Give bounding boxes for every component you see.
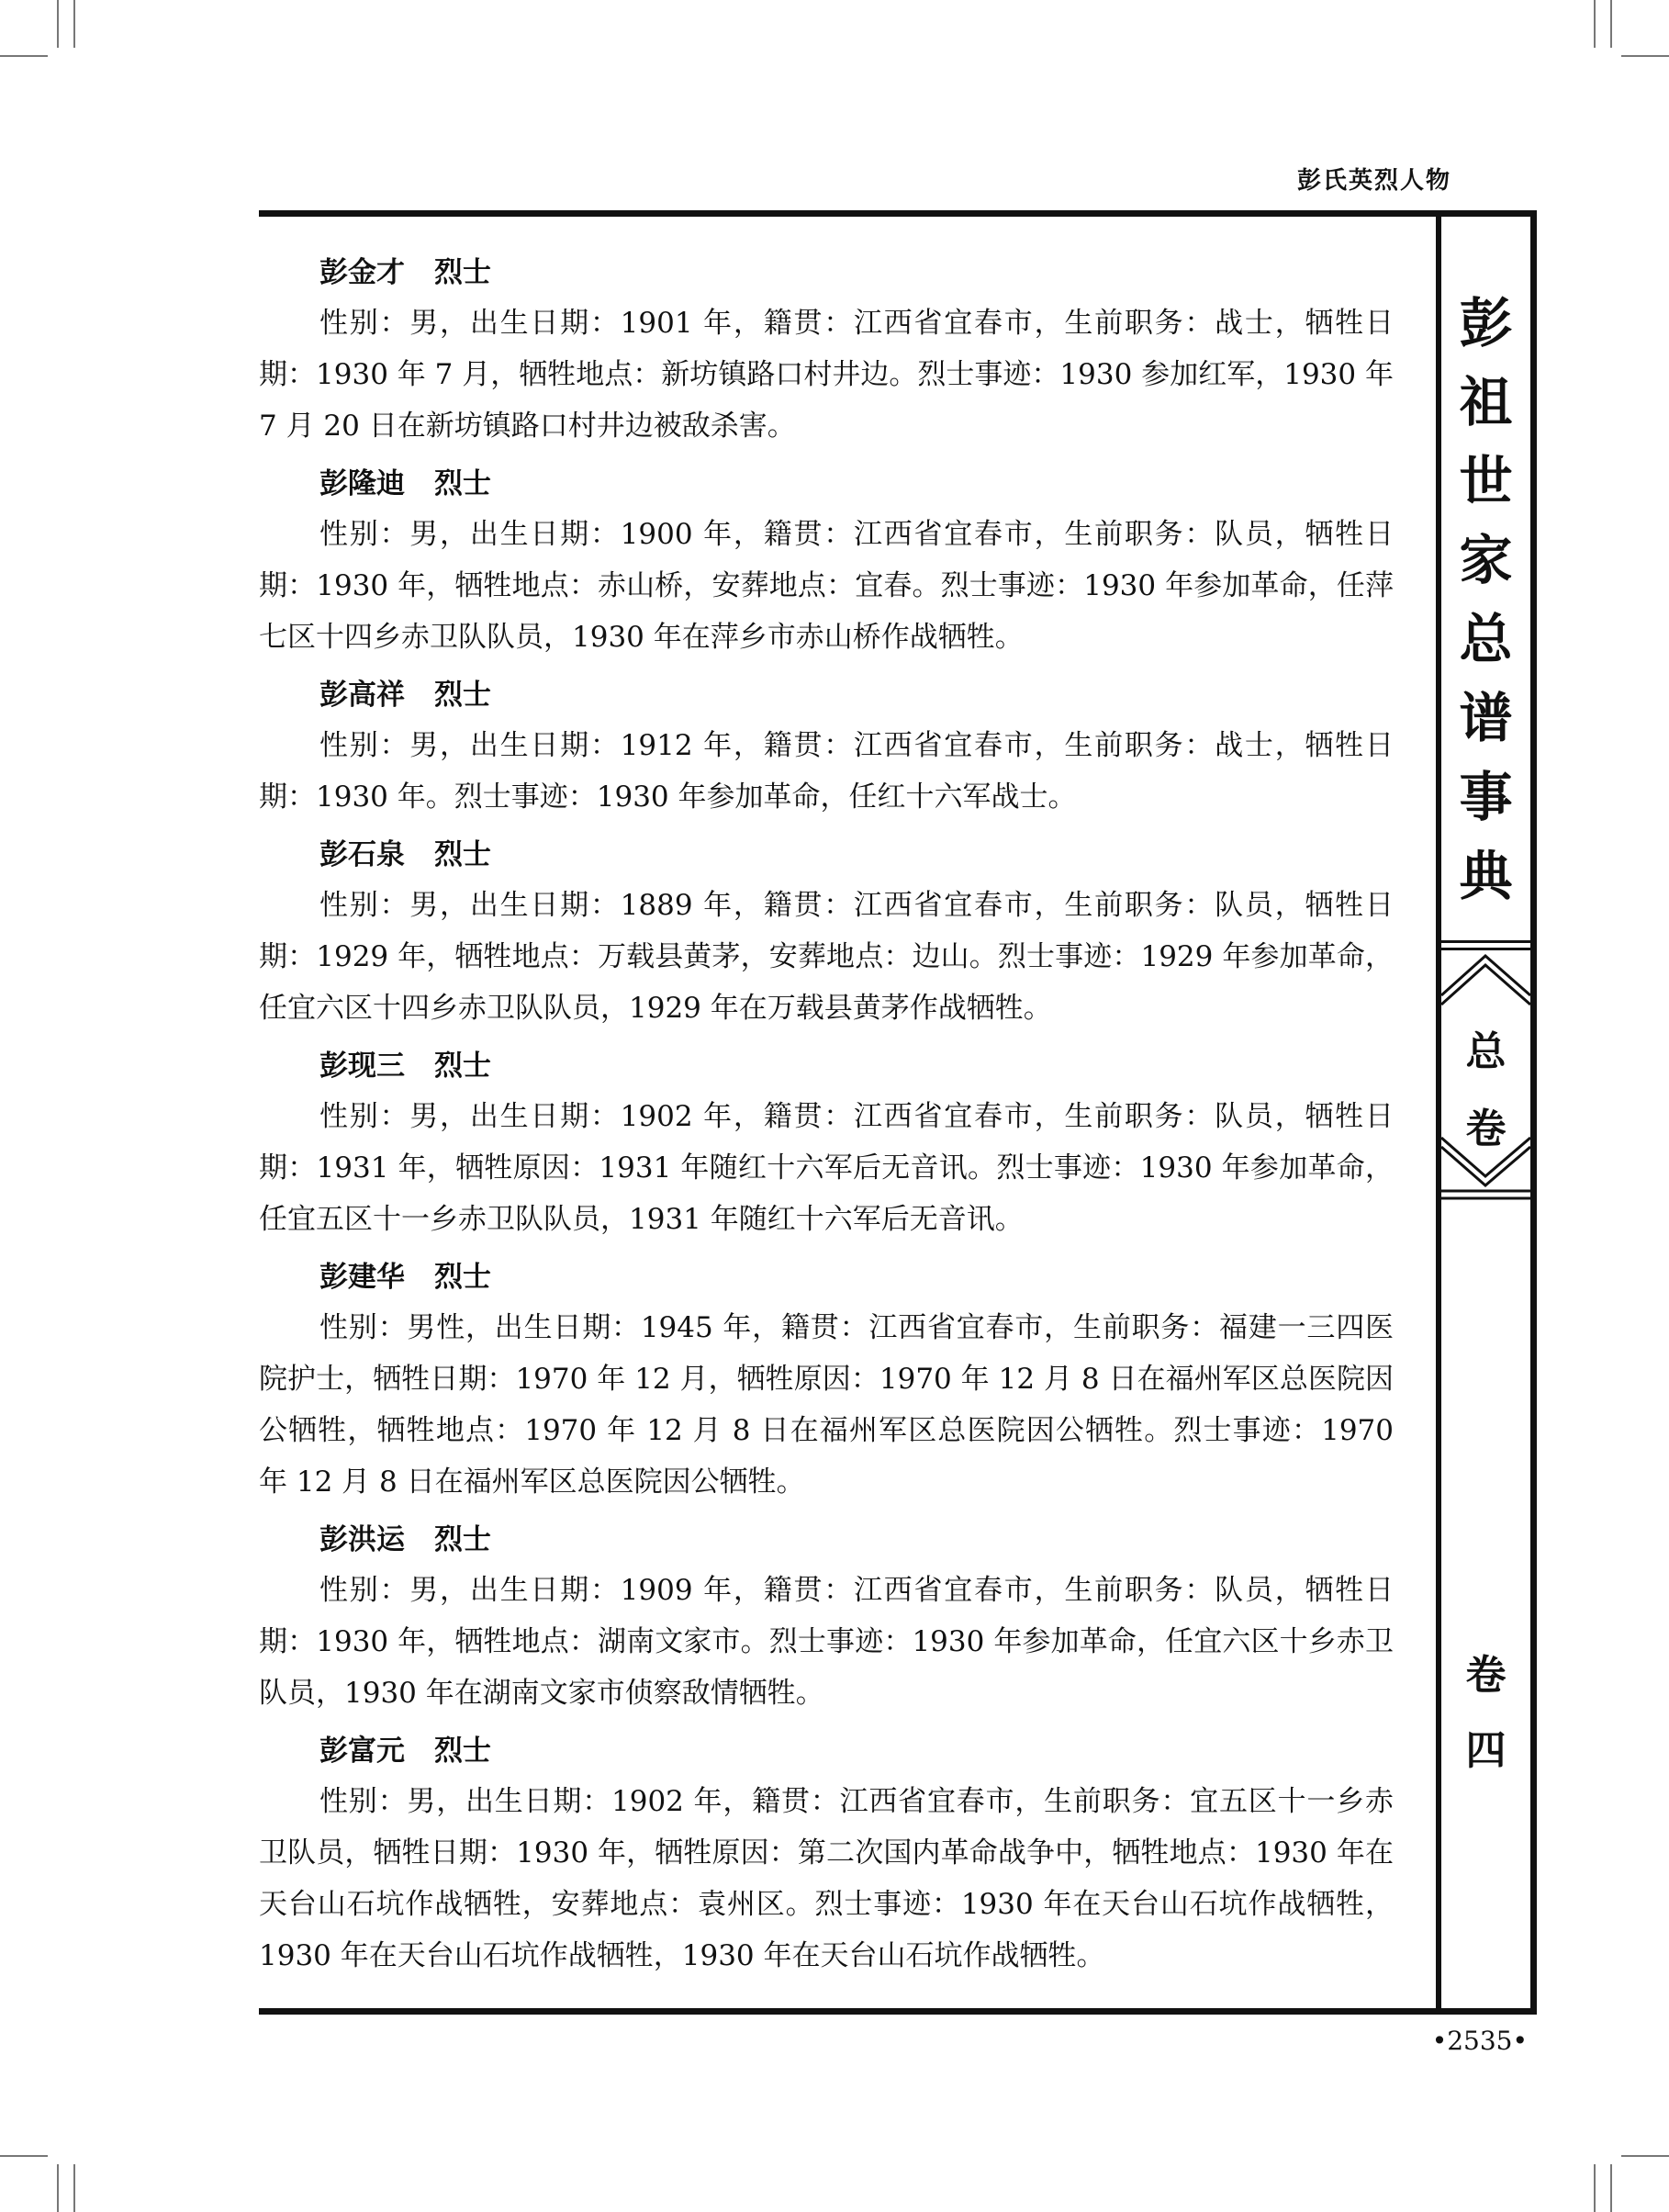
entry-text: 性别：男，出生日期：1909 年，籍贯：江西省宜春市，生前职务：队员，牺牲日期：1930 年，牺牲地点：湖南文家市。烈士事迹：1930 年参加革命，任宜六区十乡赤卫队员，1930 年在湖南文家市侦察敌情牺牲。 (259, 1574, 1394, 1710)
juan-label (1441, 1638, 1530, 1789)
entry (259, 248, 1394, 452)
running-head: 彭氏英烈人物 (1296, 167, 1451, 195)
book-title-char: 事 (1459, 766, 1513, 828)
book-title-char: 谱 (1459, 687, 1513, 749)
entry-tag: 烈士 (434, 1050, 491, 1083)
crop-mark (1621, 2155, 1669, 2157)
entry-name: 彭建华 (319, 1261, 405, 1294)
entry-text: 性别：男，出生日期：1889 年，籍贯：江西省宜春市，生前职务：队员，牺牲日期：1929 年，牺牲地点：万载县黄茅，安葬地点：边山。烈士事迹：1929 年参加革命，任宜六区十四乡赤卫队队员，1929 年在万载县黄茅作战牺牲。 (259, 889, 1394, 1025)
sidebar-right-border (1530, 210, 1537, 2015)
crop-mark (73, 0, 75, 48)
entry-heading (259, 248, 1394, 298)
volume-char: 卷 (1465, 1106, 1507, 1152)
entry-name: 彭现三 (319, 1050, 405, 1083)
entry-heading (259, 459, 1394, 509)
entry-heading (259, 1252, 1394, 1302)
sidebar-divider (1441, 948, 1530, 950)
entry (259, 1252, 1394, 1508)
entry-text: 性别：男，出生日期：1902 年，籍贯：江西省宜春市，生前职务：队员，牺牲日期：1931 年，牺牲原因：1931 年随红十六军后无音讯。烈士事迹：1930 年参加革命，任宜五区十一乡赤卫队队员，1931 年随红十六军后无音讯。 (259, 1100, 1394, 1236)
entry (259, 1726, 1394, 1982)
book-title-char: 彭 (1459, 292, 1513, 354)
entry-tag: 烈士 (434, 1261, 491, 1294)
entry-text: 性别：男，出生日期：1901 年，籍贯：江西省宜春市，生前职务：战士，牺牲日期：1930 年 7 月，牺牲地点：新坊镇路口村井边。烈士事迹：1930 参加红军，1930 年 7 月 20 日在新坊镇路口村井边被敌杀害。 (259, 307, 1394, 443)
entry-name: 彭洪运 (319, 1523, 405, 1556)
juan-char: 四 (1465, 1727, 1507, 1774)
crop-mark (57, 0, 59, 48)
crop-mark (1594, 2164, 1596, 2212)
juan-char: 卷 (1465, 1652, 1507, 1699)
entry-text: 性别：男，出生日期：1902 年，籍贯：江西省宜春市，生前职务：宜五区十一乡赤卫队员，牺牲日期：1930 年，牺牲原因：第二次国内革命战争中，牺牲地点：1930 年在天台山石坑作战牺牲，安葬地点：袁州区。烈士事迹：1930 年在天台山石坑作战牺牲，1930 年在天台山石坑作战牺牲，1930 年在天台山石坑作战牺牲。 (259, 1785, 1394, 1972)
entry-name: 彭高祥 (319, 679, 405, 712)
entry-heading (259, 670, 1394, 720)
entry-name: 彭富元 (319, 1735, 405, 1768)
entry-text: 性别：男，出生日期：1912 年，籍贯：江西省宜春市，生前职务：战士，牺牲日期：1930 年。烈士事迹：1930 年参加革命，任红十六军战士。 (259, 729, 1394, 814)
book-title-char: 祖 (1459, 371, 1513, 433)
crop-mark (1610, 2164, 1612, 2212)
crop-mark (1610, 0, 1612, 48)
book-title-char: 世 (1459, 450, 1513, 512)
page-number: •2535• (1431, 2026, 1528, 2056)
entry (259, 1041, 1394, 1245)
entry-text: 性别：男性，出生日期：1945 年，籍贯：江西省宜春市，生前职务：福建一三四医院护士，牺牲日期：1970 年 12 月，牺牲原因：1970 年 12 月 8 日在福州军区总医院因公牺牲，牺牲地点：1970 年 12 月 8 日在福州军区总医院因公牺牲。烈士事迹：1970 年 12 月 8 日在福州军区总医院因公牺牲。 (259, 1311, 1394, 1499)
entry-name: 彭隆迪 (319, 467, 405, 500)
entry (259, 830, 1394, 1034)
entry-heading (259, 1041, 1394, 1091)
header-rule (259, 210, 1537, 217)
crop-mark (0, 55, 48, 57)
book-title-char: 典 (1459, 845, 1513, 907)
book-title-char: 家 (1459, 529, 1513, 591)
entry-heading (259, 830, 1394, 880)
entry-tag: 烈士 (434, 467, 491, 500)
entry-tag: 烈士 (434, 256, 491, 289)
crop-mark (73, 2164, 75, 2212)
book-sidebar (1436, 210, 1537, 2015)
entry-text: 性别：男，出生日期：1900 年，籍贯：江西省宜春市，生前职务：队员，牺牲日期：1930 年，牺牲地点：赤山桥，安葬地点：宜春。烈士事迹：1930 年参加革命，任萍七区十四乡赤卫队队员，1930 年在萍乡市赤山桥作战牺牲。 (259, 518, 1394, 654)
volume-label (1441, 1014, 1530, 1168)
entry (259, 1515, 1394, 1719)
entry (259, 459, 1394, 663)
volume-char: 总 (1465, 1028, 1507, 1075)
crop-mark (0, 2155, 48, 2157)
entry (259, 670, 1394, 823)
entry-name: 彭石泉 (319, 838, 405, 871)
sidebar-divider (1441, 940, 1530, 943)
entry-name: 彭金才 (319, 256, 405, 289)
book-title-vertical (1441, 284, 1530, 915)
footer-rule (259, 2008, 1537, 2015)
entry-tag: 烈士 (434, 838, 491, 871)
entry-tag: 烈士 (434, 1523, 491, 1556)
entry-heading (259, 1726, 1394, 1776)
crop-mark (1594, 0, 1596, 48)
entries-list (259, 248, 1394, 1989)
entry-tag: 烈士 (434, 1735, 491, 1768)
entry-tag: 烈士 (434, 679, 491, 712)
book-title-char: 总 (1459, 608, 1513, 670)
crop-mark (57, 2164, 59, 2212)
entry-heading (259, 1515, 1394, 1565)
crop-mark (1621, 55, 1669, 57)
